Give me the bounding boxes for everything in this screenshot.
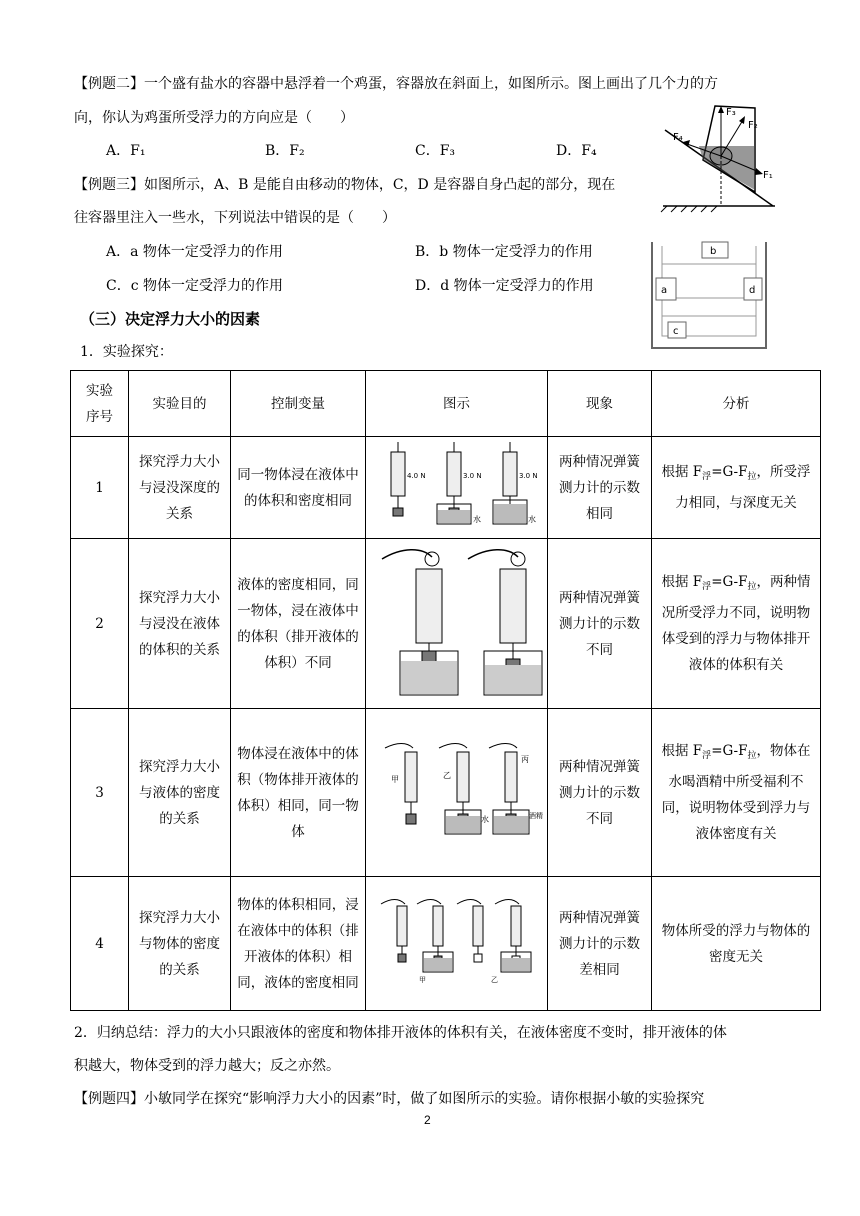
volume-experiment-figure (372, 539, 542, 699)
example2-option-d: D．F₄ (556, 143, 597, 159)
fig-label-yi: 乙 (490, 976, 498, 984)
row-purpose: 探究浮力大小与物体的密度的关系 (129, 877, 231, 1011)
example3-line2: 往容器里注入一些水，下列说法中错误的是（ ） (74, 210, 396, 226)
example3-line1: 【例题三】如图所示，A、B 是能自由移动的物体，C，D 是容器自身凸起的部分，现在 (74, 177, 616, 193)
row-number: 4 (71, 877, 129, 1011)
fig-label-f4: F₄ (673, 132, 683, 143)
fig-water-label-2: 水 (527, 515, 536, 524)
object-density-experiment-figure (377, 894, 537, 984)
row-number: 1 (71, 437, 129, 539)
header-purpose: 实验目的 (129, 371, 231, 437)
row-phenomenon: 两种情况弹簧测力计的示数不同 (548, 709, 652, 877)
experiment-subheading: 1．实验探究： (80, 344, 173, 360)
example3-option-d: D．d 物体一定受浮力的作用 (415, 278, 594, 294)
fig-label-d: d (749, 285, 756, 296)
page-number: 2 (424, 1113, 431, 1127)
row-control: 物体浸在液体中的体积（物体排开液体的体积）相同，同一物体 (231, 709, 366, 877)
example3-option-b: B．b 物体一定受浮力的作用 (415, 244, 593, 260)
row-figure (366, 437, 548, 539)
example2-option-c: C．F₃ (415, 143, 456, 159)
row-phenomenon: 两种情况弹簧测力计的示数不同 (548, 539, 652, 709)
row-phenomenon: 两种情况弹簧测力计的示数相同 (548, 437, 652, 539)
row-number: 3 (71, 709, 129, 877)
summary-line1: 2．归纳总结：浮力的大小只跟液体的密度和物体排开液体的体积有关，在液体密度不变时，排开液体的体 (74, 1025, 727, 1041)
table-row (71, 437, 821, 539)
table-row (71, 539, 821, 709)
fig-label-f1: F₁ (763, 170, 773, 181)
fig-reading-1: 4.0 N (406, 472, 426, 480)
fig-water-label-1: 水 (472, 515, 481, 524)
row-figure (366, 877, 548, 1011)
density-experiment-figure (377, 738, 543, 838)
summary-line2: 积越大，物体受到的浮力越大；反之亦然。 (74, 1058, 340, 1074)
fig-reading-3: 3.0 N (518, 472, 538, 480)
fig-label-yi: 乙 (442, 771, 451, 780)
row-purpose: 探究浮力大小与浸没深度的关系 (129, 437, 231, 539)
header-control: 控制变量 (231, 371, 366, 437)
example2-line2: 向，你认为鸡蛋所受浮力的方向应是（ ） (74, 110, 354, 126)
example2-option-b: B．F₂ (265, 143, 305, 159)
fig-label-alcohol: 酒精 (528, 812, 543, 820)
example3-option-c: C．c 物体一定受浮力的作用 (106, 278, 284, 294)
fig-label-f2: F₂ (748, 120, 758, 131)
row-figure (366, 539, 548, 709)
example2-option-a: A．F₁ (106, 143, 146, 159)
row-figure (366, 709, 548, 877)
row-analysis: 根据 $F_浮=G-F_拉$，所受浮力相同，与深度无关 (652, 437, 821, 539)
table-header-row (71, 371, 821, 437)
header-phenomenon: 现象 (548, 371, 652, 437)
incline-container-figure (655, 100, 780, 215)
section-heading: （三）决定浮力大小的因素 (80, 310, 261, 328)
depth-experiment-figure (377, 438, 537, 528)
table-row (71, 877, 821, 1011)
row-control: 同一物体浸在液体中的体积和密度相同 (231, 437, 366, 539)
example4-line1: 【例题四】小敏同学在探究“影响浮力大小的因素”时，做了如图所示的实验。请你根据小敏的实验探究 (74, 1091, 705, 1107)
fig-reading-2: 3.0 N (462, 472, 482, 480)
experiment-table (70, 370, 821, 1011)
row-analysis: 根据 $F_浮=G-F_拉$，两种情况所受浮力不同，说明物体受到的浮力与物体排开液体的体积有关 (652, 539, 821, 709)
row-phenomenon: 两种情况弹簧测力计的示数差相同 (548, 877, 652, 1011)
fig-label-f3: F₃ (726, 107, 736, 118)
row-analysis: 根据 $F_浮=G-F_拉$，物体在水喝酒精中所受福利不同，说明物体受到浮力与液体密度有关 (652, 709, 821, 877)
fig-label-jia: 甲 (418, 976, 426, 984)
fig-label-jia: 甲 (390, 775, 399, 784)
header-analysis: 分析 (652, 371, 821, 437)
fig-label-bing: 丙 (520, 755, 529, 764)
header-no: 实验 序号 (71, 371, 129, 437)
fig-label-b: b (710, 246, 717, 257)
example3-option-a: A．a 物体一定受浮力的作用 (106, 244, 283, 260)
table-row (71, 709, 821, 877)
container-objects-figure (648, 236, 770, 354)
row-purpose: 探究浮力大小与浸没在液体的体积的关系 (129, 539, 231, 709)
row-number: 2 (71, 539, 129, 709)
row-purpose: 探究浮力大小与液体的密度的关系 (129, 709, 231, 877)
header-figure: 图示 (366, 371, 548, 437)
row-control: 物体的体积相同，浸在液体中的体积（排开液体的体积）相同，液体的密度相同 (231, 877, 366, 1011)
fig-label-c: c (673, 326, 679, 337)
row-analysis: 物体所受的浮力与物体的密度无关 (652, 877, 821, 1011)
fig-label-a: a (661, 285, 668, 296)
fig-label-water: 水 (480, 815, 489, 824)
row-control: 液体的密度相同，同一物体，浸在液体中的体积（排开液体的体积）不同 (231, 539, 366, 709)
example2-line1: 【例题二】一个盛有盐水的容器中悬浮着一个鸡蛋，容器放在斜面上，如图所示。图上画出了几个力的方 (74, 76, 718, 92)
